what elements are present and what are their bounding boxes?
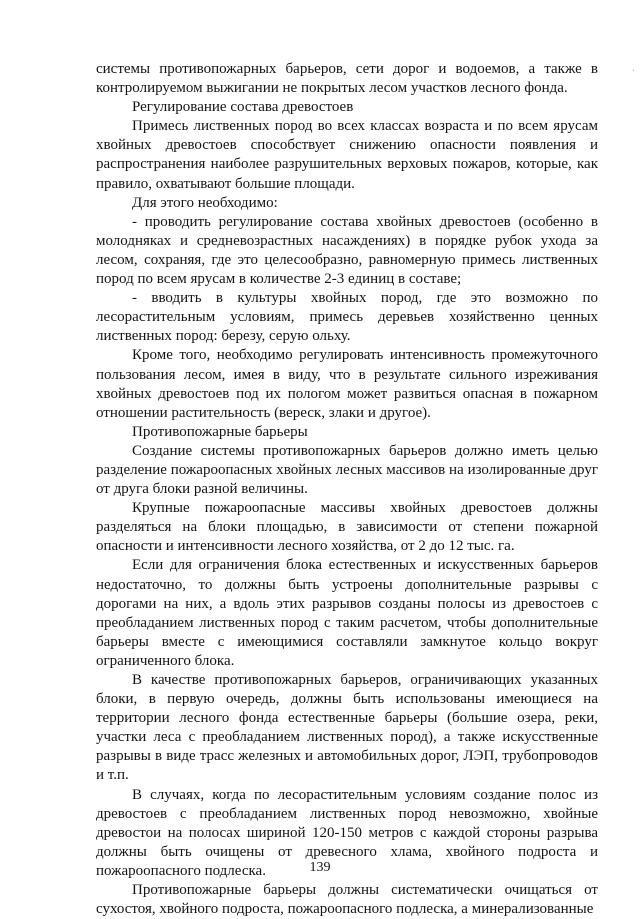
paragraph: Создание системы противопожарных барьеров должно иметь целью разделение пожароопасных хвойных лесных массивов на изолированные друг от друга блоки разной величины. — [96, 442, 598, 498]
paragraph: Противопожарные барьеры должны систематически очищаться от сухостоя, хвойного подроста, пожароопасного подлеска, а минерализованные — [96, 882, 598, 918]
paragraph: В качестве противопожарных барьеров, ограничивающих указанных блоки, в первую очередь, должны быть использованы имеющиеся на территории лесного фонда естественные барьеры (большие озера, реки, участки леса с преобладанием лиственных пород), а также искусственные разрывы в виде трасс железных и автомобильных дорог, ЛЭП, трубопроводов и т.п. — [96, 672, 598, 784]
paragraph: Крупные пожароопасные массивы хвойных древостоев должны разделяться на блоки площадью, в зависимости от степени пожарной опасности и интенсивности лесного хозяйства, от 2 до 12 тыс. га. — [96, 500, 598, 555]
section-heading: Регулирование состава древостоев — [132, 99, 354, 116]
paragraph: Кроме того, необходимо регулировать интенсивность промежуточного пользования лесом, имея в виду, что в результате сильного изреживания хвойных древостоев под их пологом может развиться опасная в пожарном отношении растительность (вереск, злаки и другое). — [96, 347, 598, 421]
page-number: 139 — [309, 860, 331, 875]
body-text — [96, 60, 598, 919]
section-heading: Для этого необходимо: — [132, 194, 278, 211]
paragraph: Если для ограничения блока естественных и искусственных барьеров недостаточно, то должны быть устроены дополнительные разрывы с дорогами на них, а вдоль этих разрывов созданы полосы из древостоев с преобладанием лиственных пород с таким расчетом, чтобы дополнительные барьеры вместе с имеющимися составляли замкнутое кольцо вокруг ограниченного блока. — [96, 557, 598, 669]
edge-mark: · — [632, 66, 635, 75]
paragraph: системы противопожарных барьеров, сети дорог и водоемов, а также в контролируемом выжигании не покрытых лесом участков лесного фонда. — [96, 61, 598, 97]
paragraph: - вводить в культуры хвойных пород, где это возможно по лесорастительным условиям, примесь деревьев хозяйственно ценных лиственных пород: березу, серую ольху. — [96, 290, 598, 345]
paragraph: - проводить регулирование состава хвойных древостоев (особенно в молодняках и средневозрастных насаждениях) в порядке рубок ухода за лесом, сохраняя, где это целесообразно, равномерную примесь лиственных пород по всем ярусам в количестве 2-3 единиц в составе; — [96, 213, 598, 288]
paragraph: В случаях, когда по лесорастительным условиям создание полос из древостоев с преобладанием лиственных пород невозможно, хвойные древостои на полосах шириной 120-150 метров с каждой стороны разрыва должны быть очищены от древесного хлама, хвойного подроста и пожароопасного подлеска. — [96, 786, 598, 879]
section-heading: Противопожарные барьеры — [132, 423, 308, 440]
paragraph: Примесь лиственных пород во всех классах возраста и по всем ярусам хвойных древостоев способствует снижению опасности появления и распространения наиболее разрушительных верховых пожаров, которые, как правило, охватывают большие площади. — [96, 118, 598, 192]
